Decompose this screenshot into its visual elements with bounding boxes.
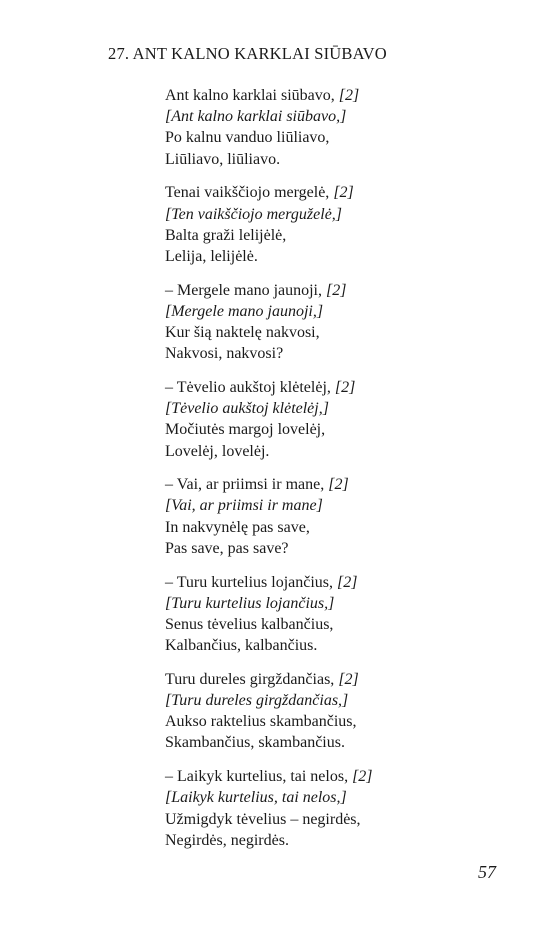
poem-body [165, 85, 373, 864]
line-text: Užmigdyk tėvelius – negirdės, [165, 810, 361, 828]
line-text: [Turu dureles girgždančias,] [165, 692, 349, 710]
stanza [165, 182, 373, 267]
repeat-mark: [2] [326, 281, 347, 299]
stanza [165, 669, 373, 754]
poem-line [165, 441, 373, 462]
refrain-line [165, 398, 373, 419]
line-text: Po kalnu vanduo liūliavo, [165, 129, 330, 147]
stanza [165, 377, 373, 462]
poem-line [165, 830, 373, 851]
line-text: Nakvosi, nakvosi? [165, 345, 284, 363]
line-text: Turu dureles girgždančias, [165, 670, 339, 688]
stanza [165, 572, 373, 657]
poem-line [165, 225, 373, 246]
stanza [165, 85, 373, 170]
line-text: [Turu kurtelius lojančius,] [165, 594, 335, 612]
refrain-line [165, 204, 373, 225]
repeat-mark: [2] [328, 476, 349, 494]
repeat-mark: [2] [333, 184, 354, 202]
line-text: [Tėvelio aukštoj klėtelėj,] [165, 400, 329, 418]
line-text: Aukso raktelius skambančius, [165, 713, 357, 731]
poem-line [165, 280, 373, 301]
poem-line [165, 343, 373, 364]
line-text: Močiutės margoj lovelėj, [165, 421, 326, 439]
poem-line [165, 85, 373, 106]
refrain-line [165, 690, 373, 711]
line-text: – Turu kurtelius lojančius, [165, 573, 338, 591]
poem-line [165, 182, 373, 203]
refrain-line [165, 106, 373, 127]
line-text: Ant kalno karklai siūbavo, [165, 87, 339, 104]
line-text: In nakvynėlę pas save, [165, 518, 310, 536]
poem-line [165, 669, 373, 690]
repeat-mark: [2] [338, 87, 360, 104]
repeat-mark: [2] [352, 768, 373, 786]
poem-line [165, 149, 373, 170]
line-text: Kur šią naktelę nakvosi, [165, 324, 320, 342]
line-text: Liūliavo, liūliavo. [165, 150, 281, 168]
line-text: – Tėvelio aukštoj klėtelėj, [165, 378, 335, 396]
poem-line [165, 246, 373, 267]
poem-line [165, 614, 373, 635]
line-text: [Ten vaikščiojo merguželė,] [165, 205, 343, 223]
line-text: Negirdės, negirdės. [165, 831, 289, 849]
stanza [165, 766, 373, 851]
line-text: [Ant kalno karklai siūbavo,] [165, 108, 347, 126]
line-text: – Vai, ar priimsi ir mane, [165, 476, 329, 494]
line-text: [Mergele mano jaunoji,] [165, 302, 324, 320]
page-title: 27. ANT KALNO KARKLAI SIŪBAVO [108, 44, 387, 63]
line-text: [Laikyk kurtelius, tai nelos,] [165, 789, 347, 807]
poem-line [165, 474, 373, 495]
refrain-line [165, 787, 373, 808]
poem-line [165, 322, 373, 343]
line-text: – Mergele mano jaunoji, [165, 281, 326, 299]
refrain-line [165, 495, 373, 516]
poem-line [165, 572, 373, 593]
stanza [165, 474, 373, 559]
line-text: Balta graži lelijėlė, [165, 226, 287, 244]
refrain-line [165, 301, 373, 322]
poem-line [165, 538, 373, 559]
line-text: Tenai vaikščiojo mergelė, [165, 184, 334, 202]
poem-line [165, 732, 373, 753]
repeat-mark: [2] [334, 378, 356, 396]
line-text: Pas save, pas save? [165, 539, 289, 557]
line-text: Kalbančius, kalbančius. [165, 637, 318, 655]
poem-line [165, 419, 373, 440]
poem-line [165, 127, 373, 148]
poem-line [165, 635, 373, 656]
line-text: – Laikyk kurtelius, tai nelos, [165, 768, 353, 786]
line-text: Lelija, lelijėlė. [165, 247, 258, 265]
repeat-mark: [2] [337, 573, 358, 591]
poem-line [165, 517, 373, 538]
poem-line [165, 377, 373, 398]
refrain-line [165, 593, 373, 614]
poem-line [165, 711, 373, 732]
line-text: Lovelėj, lovelėj. [165, 442, 270, 460]
repeat-mark: [2] [338, 670, 359, 688]
page-number: 57 [478, 862, 496, 882]
line-text: [Vai, ar priimsi ir mane] [165, 497, 323, 515]
line-text: Senus tėvelius kalbančius, [165, 615, 334, 633]
line-text: Skambančius, skambančius. [165, 734, 345, 752]
stanza [165, 280, 373, 365]
poem-line [165, 766, 373, 787]
poem-line [165, 809, 373, 830]
